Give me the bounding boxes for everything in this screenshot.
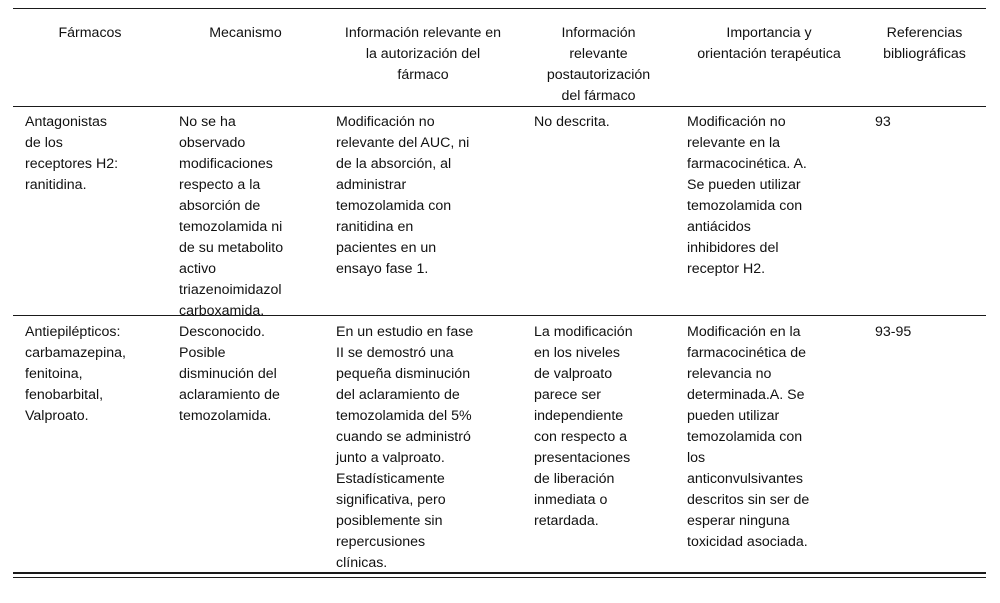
cell-text: fenitoina, (25, 366, 83, 382)
cell-referencias (863, 107, 986, 315)
cell-text: fenobarbital, (25, 387, 104, 403)
cell-text: en los niveles (534, 345, 620, 361)
cell-referencias (863, 316, 986, 572)
cell-farmacos (13, 316, 167, 572)
cell-text: carbamazepina, (25, 345, 126, 361)
cell-text: de liberación (534, 471, 615, 487)
header-text: postautorización (546, 67, 651, 83)
cell-text: junto a valproato. (336, 450, 445, 466)
header-text: Información relevante en (344, 25, 502, 41)
cell-text: Antiepilépticos: (25, 324, 121, 340)
header-text: Información (561, 25, 636, 41)
cell-text: En un estudio en fase (336, 324, 474, 340)
cell-text: respecto a la (179, 177, 261, 193)
header-cell-importancia (675, 9, 863, 106)
cell-text: relevante del AUC, ni (336, 135, 470, 151)
cell-text: Modificación no (687, 114, 786, 130)
cell-mecanismo (167, 316, 324, 572)
header-text: Referencias (886, 25, 963, 41)
cell-text: clínicas. (336, 555, 388, 571)
table-row (13, 316, 986, 572)
cell-text: anticonvulsivantes (687, 471, 803, 487)
cell-text: temozolamida ni (179, 219, 283, 235)
cell-text: significativa, pero (336, 492, 446, 508)
cell-info-postautorizacion (522, 316, 675, 572)
cell-text: relevancia no (687, 366, 772, 382)
header-cell-referencias (863, 9, 986, 106)
header-text: Fármacos (58, 25, 122, 41)
cell-text: inhibidores del (687, 240, 779, 256)
header-text: orientación terapéutica (697, 46, 841, 62)
cell-text: farmacocinética de (687, 345, 807, 361)
cell-text: No se ha (179, 114, 236, 130)
cell-text: triazenoimidazol (179, 282, 282, 298)
cell-text: Valproato. (25, 408, 89, 424)
cell-text: repercusiones (336, 534, 426, 550)
cell-text: relevante en la (687, 135, 781, 151)
cell-text: con respecto a (534, 429, 628, 445)
header-text: fármaco (397, 67, 449, 83)
cell-text: temozolamida con (687, 198, 803, 214)
cell-info-autorizacion (324, 316, 522, 572)
cell-text: absorción de (179, 198, 261, 214)
bottom-rule-second (13, 577, 986, 578)
cell-text: observado (179, 135, 246, 151)
header-cell-farmacos (13, 9, 167, 106)
cell-importancia (675, 316, 863, 572)
cell-text: disminución del (179, 366, 277, 382)
cell-text: ranitidina. (25, 177, 87, 193)
cell-text: Modificación no (336, 114, 435, 130)
header-text: Mecanismo (209, 25, 282, 41)
cell-text: aclaramiento de (179, 387, 280, 403)
drug-interaction-table (13, 8, 986, 578)
cell-text: Se pueden utilizar (687, 177, 801, 193)
cell-text: posiblemente sin (336, 513, 443, 529)
cell-text: de los (25, 135, 63, 151)
cell-info-postautorizacion (522, 107, 675, 315)
cell-text: toxicidad asociada. (687, 534, 808, 550)
cell-text: receptores H2: (25, 156, 119, 172)
cell-importancia (675, 107, 863, 315)
cell-text: de valproato (534, 366, 613, 382)
cell-text: presentaciones (534, 450, 631, 466)
cell-text: ensayo fase 1. (336, 261, 429, 277)
header-cell-info-autorizacion (324, 9, 522, 106)
cell-text: 93 (875, 114, 891, 130)
cell-text: de su metabolito (179, 240, 284, 256)
cell-text: temozolamida con (687, 429, 803, 445)
cell-text: retardada. (534, 513, 599, 529)
cell-text: de la absorción, al (336, 156, 452, 172)
cell-text: farmacocinética. A. (687, 156, 807, 172)
table-header-row (13, 9, 986, 106)
cell-text: temozolamida del 5% (336, 408, 472, 424)
cell-text: receptor H2. (687, 261, 766, 277)
cell-text: activo (179, 261, 217, 277)
table-row (13, 107, 986, 319)
cell-text: Antagonistas (25, 114, 108, 130)
cell-text: Desconocido. (179, 324, 265, 340)
cell-farmacos (13, 107, 167, 315)
cell-text: Posible (179, 345, 226, 361)
cell-text: Modificación en la (687, 324, 801, 340)
cell-text: esperar ninguna (687, 513, 790, 529)
cell-text: descritos sin ser de (687, 492, 810, 508)
cell-text: La modificación (534, 324, 633, 340)
cell-text: pacientes en un (336, 240, 437, 256)
cell-text: cuando se administró (336, 429, 471, 445)
header-cell-mecanismo (167, 9, 324, 106)
cell-text: determinada.A. Se (687, 387, 805, 403)
cell-text: administrar (336, 177, 407, 193)
header-text: relevante (569, 46, 628, 62)
cell-text: del aclaramiento de (336, 387, 460, 403)
cell-text: los (687, 450, 706, 466)
cell-info-autorizacion (324, 107, 522, 315)
cell-text: Estadísticamente (336, 471, 445, 487)
cell-text: No descrita. (534, 114, 610, 130)
cell-text: 93-95 (875, 324, 912, 340)
cell-text: pequeña disminución (336, 366, 471, 382)
cell-text: ranitidina en (336, 219, 414, 235)
cell-text: modificaciones (179, 156, 273, 172)
header-text: la autorización del (365, 46, 481, 62)
cell-text: inmediata o (534, 492, 608, 508)
cell-text: antiácidos (687, 219, 751, 235)
cell-text: independiente (534, 408, 624, 424)
header-cell-info-postautorizacion (522, 9, 675, 106)
cell-mecanismo (167, 107, 324, 319)
cell-text: carboxamida. (179, 303, 265, 319)
header-text: Importancia y (726, 25, 812, 41)
cell-text: II se demostró una (336, 345, 454, 361)
header-text: del fármaco (561, 88, 636, 104)
cell-text: parece ser (534, 387, 602, 403)
cell-text: temozolamida con (336, 198, 452, 214)
cell-text: pueden utilizar (687, 408, 780, 424)
header-text: bibliográficas (883, 46, 966, 62)
cell-text: temozolamida. (179, 408, 272, 424)
